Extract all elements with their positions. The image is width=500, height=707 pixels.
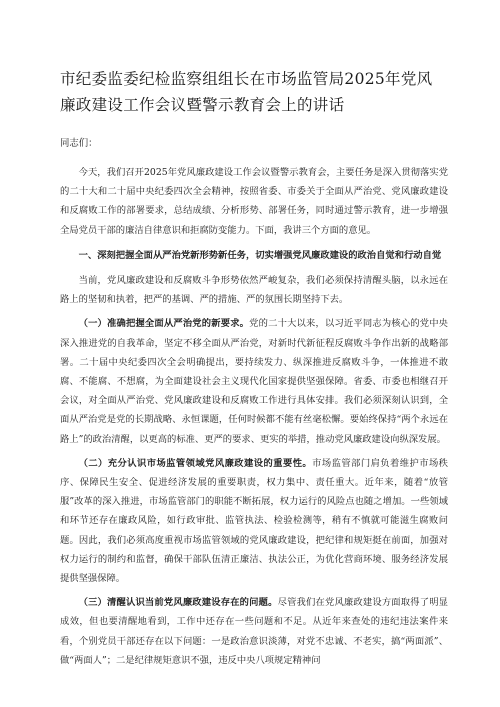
point-3-label: （三）清醒认识当前党风廉政建设存在的问题。	[78, 597, 278, 609]
section-heading-1: 一、深刻把握全面从严治党新形势新任务，切实增强党风廉政建设的政治自觉和行动自觉	[78, 249, 442, 261]
section-1-intro-paragraph: 当前，党风廉政建设和反腐败斗争形势依然严峻复杂，我们必须保持清醒头脑，以永远在路上的坚韧和执着，把严的基调、严的措施、严的氛围长期坚持下去。	[60, 275, 448, 306]
point-3-paragraph	[60, 593, 448, 670]
intro-paragraph: 今天，我们召开2025年党风廉政建设工作会议暨警示教育会，主要任务是深入贯彻落实党的二十大和二十届中央纪委四次全会精神，按照省委、市委关于全面从严治党、党风廉政建设和反腐败工作的部署要求，总结成绩、分析形势、部署任务，同时通过警示教育，进一步增强全局党员干部的廉洁自律意识和拒腐防变能力。下面，我讲三个方面的意见。	[60, 167, 448, 236]
document-page	[60, 66, 448, 670]
point-2-label: （二）充分认识市场监管领域党风廉政建设的重要性。	[78, 457, 313, 469]
point-3-text: 尽管我们在党风廉政建设方面取得了明显成效，但也要清醒地看到，工作中还存在一些问题和不足。从近年来查处的违纪违法案件来看，个别党员干部还存在以下问题：一是政治意识淡薄，对党不忠诚、不老实，搞“两面派”、做“两面人”；二是纪律规矩意识不强，违反中央八项规定精神问	[60, 597, 448, 666]
point-1-text: 党的二十大以来，以习近平同志为核心的党中央深入推进党的自我革命，坚定不移全面从严治党，对新时代新征程反腐败斗争作出新的战略部署。二十届中央纪委四次全会明确提出，要持续发力、纵深推进反腐败斗争，一体推进不敢腐、不能腐、不想腐，为全面建设社会主义现代化国家提供坚强保障。省委、市委也相继召开会议，对全面从严治党、党风廉政建设和反腐败工作进行具体安排。我们必须深刻认识到，全面从严治党是党的长期战略、永恒课题，任何时候都不能有丝毫松懈。要始终保持“两个永远在路上”的政治清醒，以更高的标准、更严的要求、更实的举措，推动党风廉政建设向纵深发展。	[60, 318, 448, 445]
point-1-label: （一）准确把握全面从严治党的新要求。	[78, 318, 250, 330]
document-title: 市纪委监委纪检监察组组长在市场监管局2025年党风廉政建设工作会议暨警示教育会上的讲话	[60, 70, 433, 114]
point-1-paragraph	[60, 314, 448, 448]
point-2-text: 市场监管部门肩负着维护市场秩序、保障民生安全、促进经济发展的重要职责，权力集中、责任重大。近年来，随着“放管服”改革的深入推进，市场监管部门的职能不断拓展，权力运行的风险点也随之增加。一些领域和环节还存在廉政风险，如行政审批、监管执法、检验检测等，稍有不慎就可能滋生腐败问题。因此，我们必须高度重视市场监管领域的党风廉政建设，把纪律和规矩挺在前面，加强对权力运行的制约和监督，确保干部队伍清正廉洁、执法公正，为优化营商环境、服务经济发展提供坚强保障。	[60, 457, 448, 585]
point-2-paragraph	[60, 454, 448, 588]
salutation: 同志们：	[60, 138, 98, 149]
